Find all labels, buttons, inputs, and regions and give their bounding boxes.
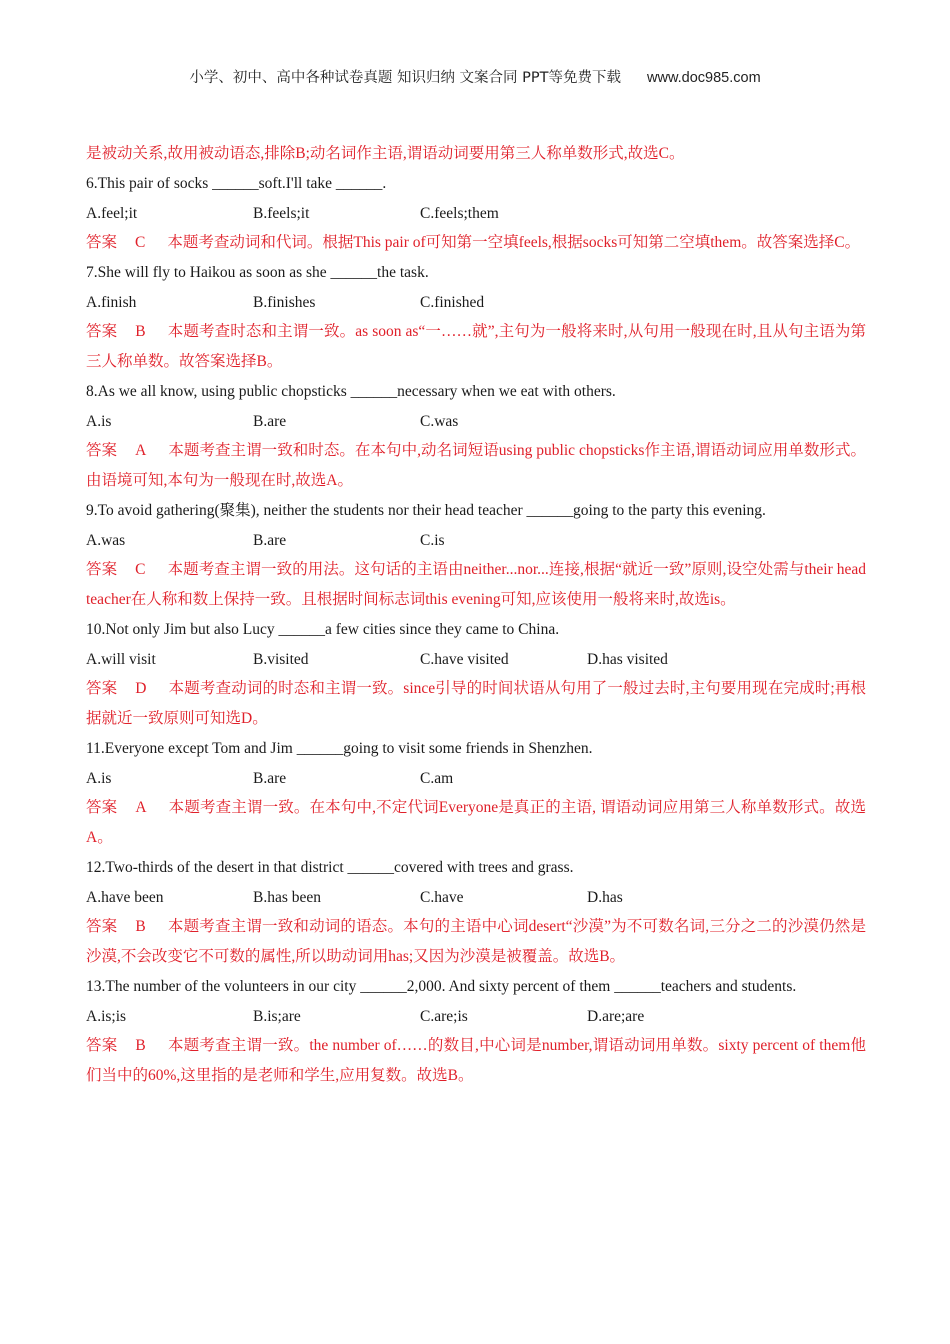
option-b: B.feels;it <box>253 205 310 222</box>
question-stem: 11.Everyone except Tom and Jim ______going to visit some friends in Shenzhen. <box>86 740 593 757</box>
answer-explanation <box>86 912 866 972</box>
explanation-text: 本题考查主谓一致和时态。在本句中,动名词短语using public chopsticks作主语,谓语动词应用单数形式。由语境可知,本句为一般现在时,故选A。 <box>86 442 866 489</box>
explanation-text: 本题考查时态和主谓一致。as soon as“一……就”,主句为一般将来时,从句用一般现在时,且从句主语为第三人称单数。故答案选择B。 <box>86 323 866 370</box>
option-c: C.finished <box>420 294 485 311</box>
question-stem: 6.This pair of socks ______soft.I'll take ______. <box>86 175 387 192</box>
options-row <box>86 883 866 912</box>
question-7 <box>86 258 866 377</box>
answer-letter: B <box>135 1037 146 1054</box>
option-c: C.was <box>420 413 459 430</box>
question-stem: 13.The number of the volunteers in our city ______2,000. And sixty percent of them ______teachers and students. <box>86 978 797 995</box>
answer-letter: A <box>135 799 147 816</box>
option-b: B.visited <box>253 651 309 668</box>
answer-key-label: 答案 <box>86 234 118 251</box>
answer-key-label: 答案 <box>86 680 118 697</box>
explanation-text: 本题考查主谓一致。在本句中,不定代词Everyone是真正的主语, 谓语动词应用第三人称单数形式。故选A。 <box>86 799 866 846</box>
answer-key-label: 答案 <box>86 323 118 340</box>
answer-explanation <box>86 228 866 258</box>
answer-key-label: 答案 <box>86 918 118 935</box>
answer-letter: B <box>135 918 146 935</box>
option-a: A.finish <box>86 294 137 311</box>
question-stem: 8.As we all know, using public chopsticks ______necessary when we eat with others. <box>86 383 616 400</box>
options-row <box>86 1002 866 1031</box>
intro-explanation: 是被动关系,故用被动语态,排除B;动名词作主语,谓语动词要用第三人称单数形式,故选C。 <box>86 145 685 162</box>
answer-explanation <box>86 1031 866 1091</box>
answer-key-label: 答案 <box>86 1037 118 1054</box>
option-b: B.are <box>253 532 287 549</box>
explanation-text: 本题考查主谓一致的用法。这句话的主语由neither...nor...连接,根据“就近一致”原则,设空处需与their head teacher在人称和数上保持一致。且根据时间标志词this evening可知,应该使用一般将来时,故选is。 <box>86 561 866 608</box>
answer-explanation <box>86 793 866 853</box>
options-row <box>86 526 866 555</box>
option-d: D.has visited <box>587 651 668 668</box>
question-11 <box>86 734 866 853</box>
header-text: 小学、初中、高中各种试卷真题 知识归纳 文案合同 PPT等免费下载 <box>189 70 622 86</box>
answer-letter: A <box>135 442 147 459</box>
option-b: B.are <box>253 770 287 787</box>
option-a: A.will visit <box>86 651 156 668</box>
answer-letter: C <box>135 234 146 251</box>
answer-letter: C <box>135 561 146 578</box>
option-c: C.feels;them <box>420 205 499 222</box>
question-6 <box>86 169 866 258</box>
question-12 <box>86 853 866 972</box>
question-stem: 7.She will fly to Haikou as soon as she ______the task. <box>86 264 429 281</box>
explanation-text: 本题考查动词和代词。根据This pair of可知第一空填feels,根据socks可知第二空填them。故答案选择C。 <box>167 234 861 251</box>
question-stem: 12.Two-thirds of the desert in that district ______covered with trees and grass. <box>86 859 574 876</box>
option-c: C.are;is <box>420 1008 468 1025</box>
options-row <box>86 407 866 436</box>
option-d: D.has <box>587 889 623 906</box>
option-b: B.has been <box>253 889 322 906</box>
option-c: C.have <box>420 889 464 906</box>
options-row <box>86 288 866 317</box>
option-d: D.are;are <box>587 1008 645 1025</box>
question-stem: 10.Not only Jim but also Lucy ______a few cities since they came to China. <box>86 621 560 638</box>
options-row <box>86 764 866 793</box>
question-content <box>86 139 866 1091</box>
options-row <box>86 199 866 228</box>
explanation-text: 本题考查主谓一致和动词的语态。本句的主语中心词desert“沙漠”为不可数名词,三分之二的沙漠仍然是沙漠,不会改变它不可数的属性,所以助动词用has;又因为沙漠是被覆盖。故选B。 <box>86 918 866 965</box>
answer-key-label: 答案 <box>86 442 118 459</box>
explanation-text: 本题考查动词的时态和主谓一致。since引导的时间状语从句用了一般过去时,主句要用现在完成时;再根据就近一致原则可知选D。 <box>86 680 866 727</box>
answer-letter: B <box>135 323 146 340</box>
answer-explanation <box>86 436 866 496</box>
option-a: A.have been <box>86 889 164 906</box>
page-header <box>0 66 950 87</box>
option-a: A.feel;it <box>86 205 138 222</box>
option-c: C.have visited <box>420 651 509 668</box>
option-a: A.is;is <box>86 1008 127 1025</box>
option-b: B.finishes <box>253 294 316 311</box>
options-row <box>86 645 866 674</box>
header-site-url[interactable]: www.doc985.com <box>647 70 761 86</box>
answer-explanation <box>86 674 866 734</box>
explanation-text: 本题考查主谓一致。the number of……的数目,中心词是number,谓语动词用单数。sixty percent of them他们当中的60%,这里指的是老师和学生,应用复数。故选B。 <box>86 1037 866 1084</box>
question-8 <box>86 377 866 496</box>
option-c: C.is <box>420 532 445 549</box>
option-b: B.is;are <box>253 1008 301 1025</box>
option-a: A.is <box>86 413 112 430</box>
question-9 <box>86 496 866 615</box>
answer-key-label: 答案 <box>86 799 118 816</box>
answer-explanation <box>86 555 866 615</box>
question-stem: 9.To avoid gathering(聚集), neither the students nor their head teacher ______going to the party this evening. <box>86 502 766 519</box>
option-a: A.was <box>86 532 126 549</box>
answer-letter: D <box>135 680 147 697</box>
question-10 <box>86 615 866 734</box>
option-b: B.are <box>253 413 287 430</box>
answer-key-label: 答案 <box>86 561 118 578</box>
answer-explanation <box>86 317 866 377</box>
question-13 <box>86 972 866 1091</box>
option-c: C.am <box>420 770 454 787</box>
option-a: A.is <box>86 770 112 787</box>
